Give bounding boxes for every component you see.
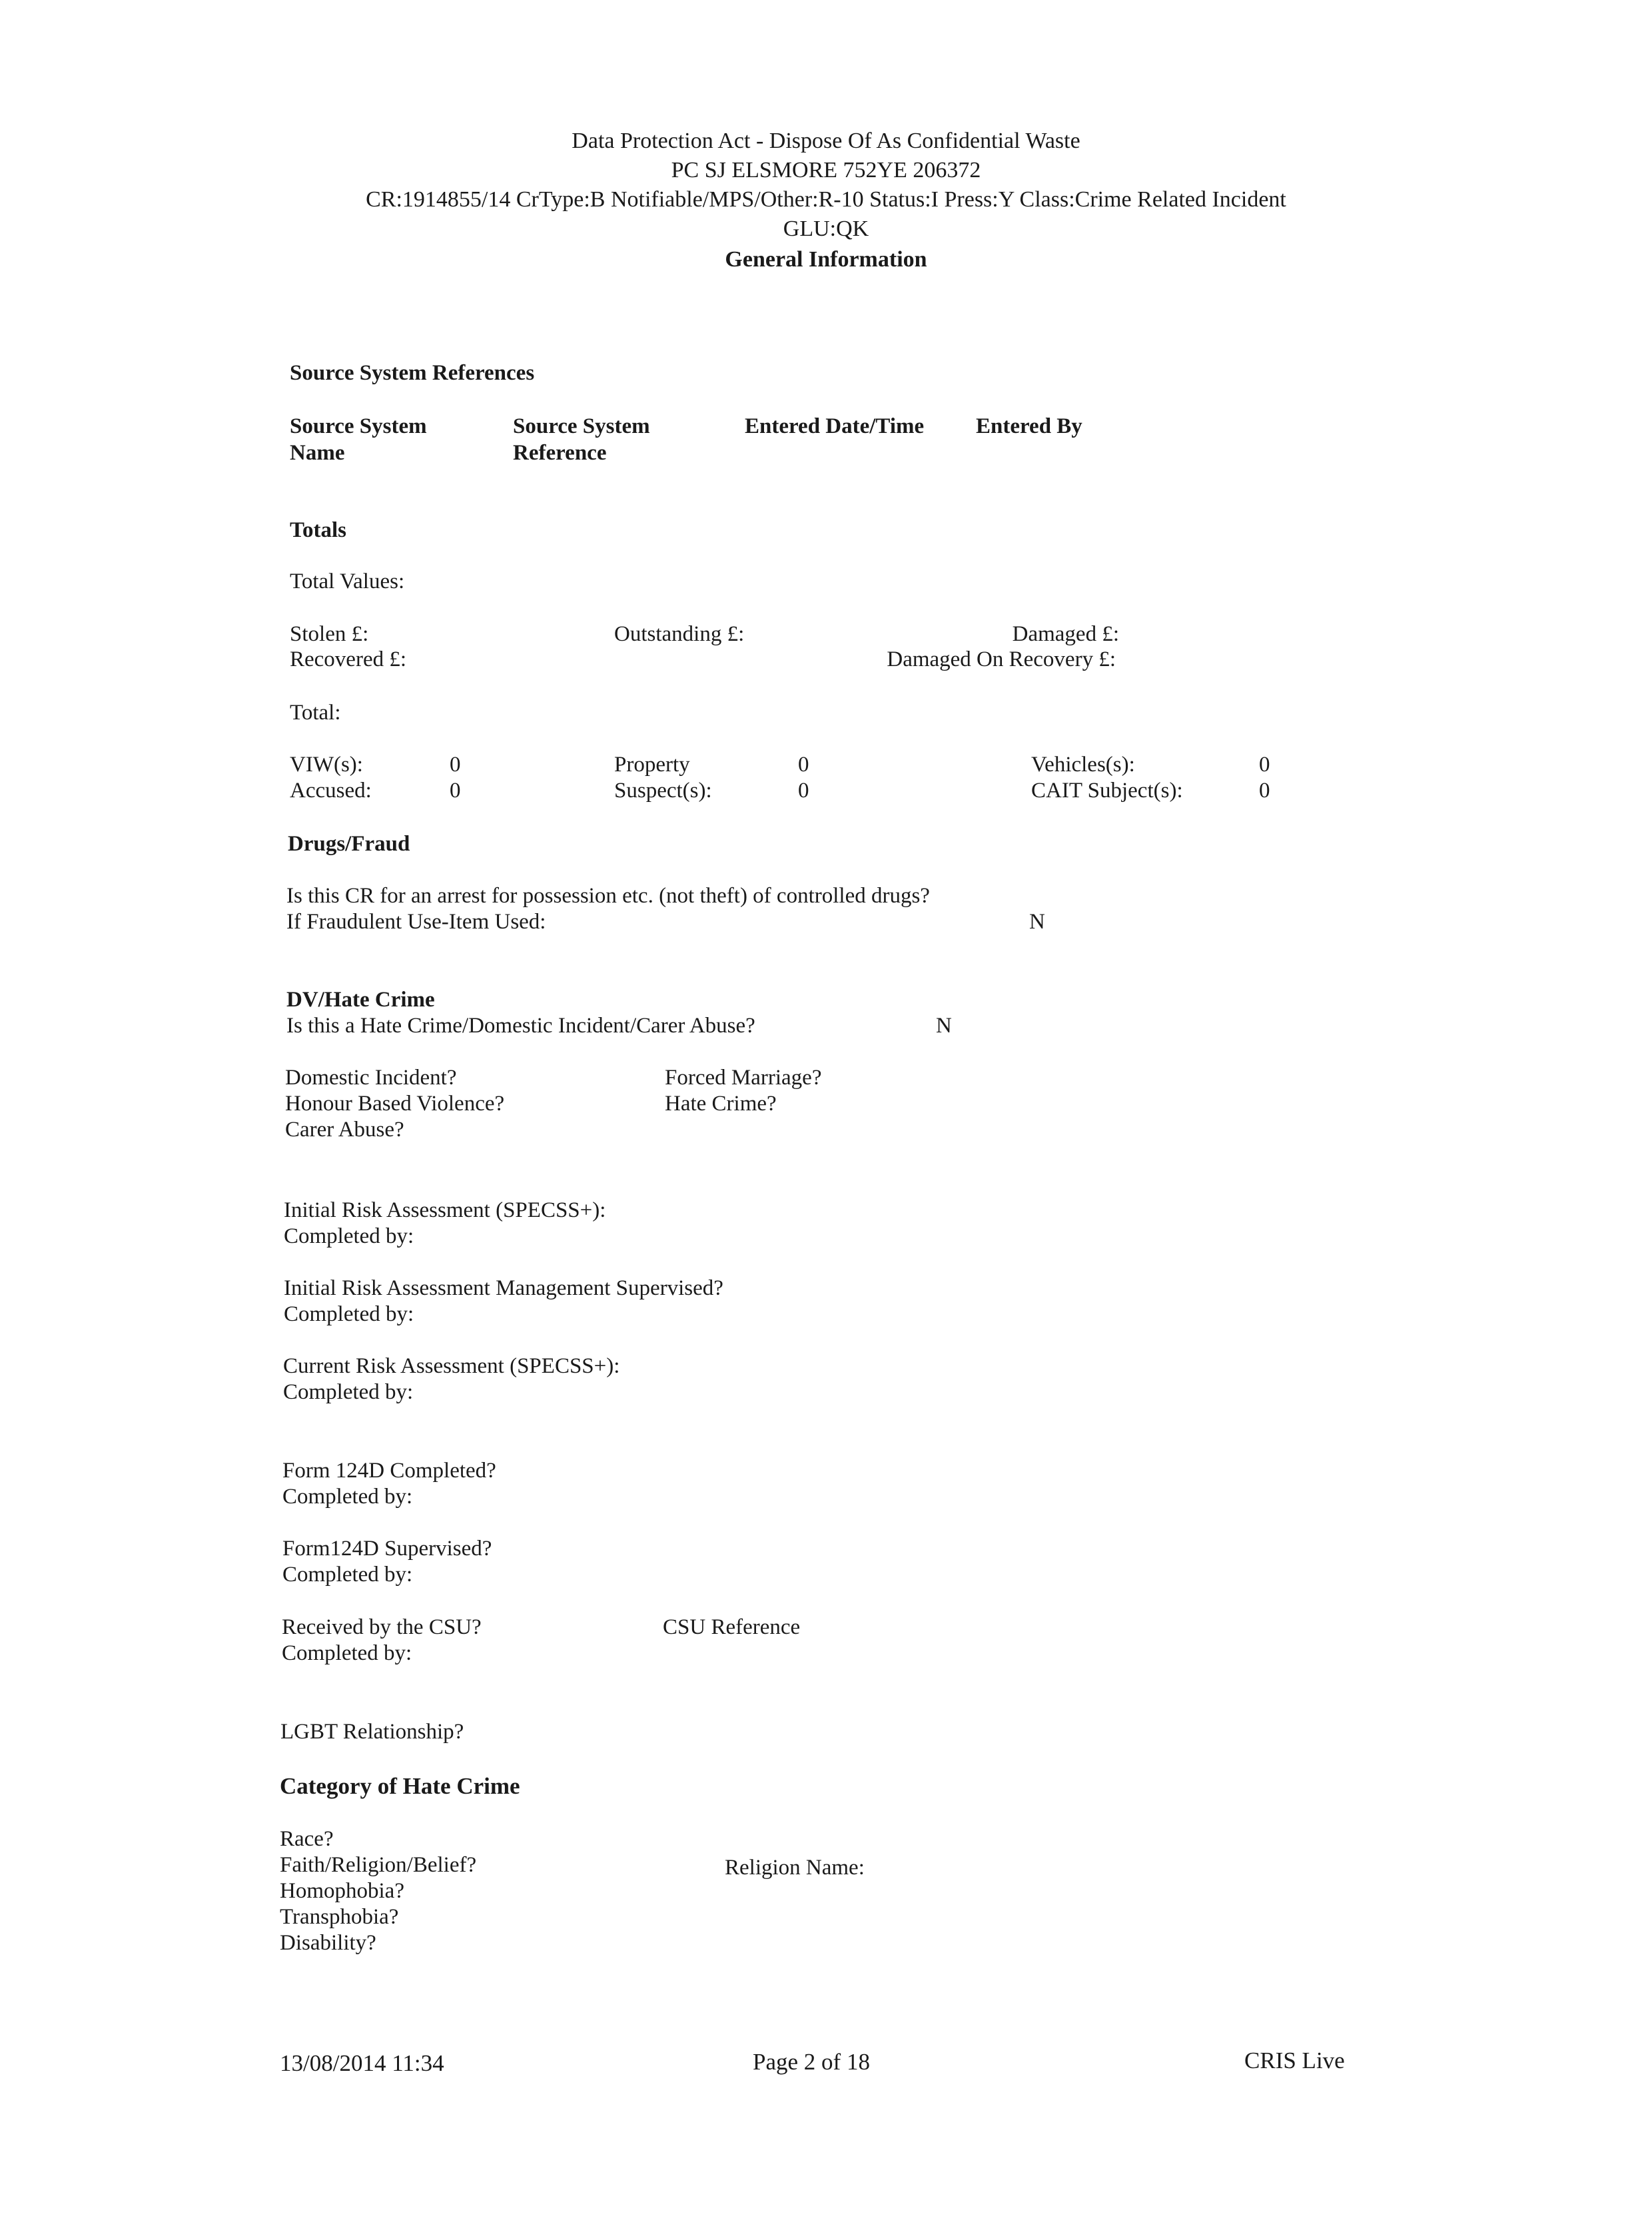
completed-by-label: Completed by: [282, 1641, 412, 1665]
completed-by-label: Completed by: [282, 1563, 413, 1587]
carer-abuse-label: Carer Abuse? [285, 1118, 404, 1142]
stolen-label: Stolen £: [290, 622, 369, 646]
cait-subjects-value: 0 [1259, 779, 1270, 803]
column-source-system-reference: Source System Reference [513, 414, 650, 465]
vehicles-label: Vehicles(s): [1031, 753, 1135, 777]
current-risk-assessment-label: Current Risk Assessment (SPECSS+): [283, 1354, 620, 1378]
officer-line: PC SJ ELSMORE 752YE 206372 [671, 158, 981, 183]
completed-by-label: Completed by: [284, 1302, 414, 1326]
initial-risk-assessment-label: Initial Risk Assessment (SPECSS+): [284, 1198, 606, 1222]
viw-label: VIW(s): [290, 753, 363, 777]
disability-label: Disability? [280, 1931, 376, 1955]
hate-crime-category-heading: Category of Hate Crime [280, 1773, 520, 1799]
completed-by-label: Completed by: [283, 1380, 414, 1404]
total-values-label: Total Values: [290, 569, 405, 593]
forced-marriage-label: Forced Marriage? [665, 1066, 822, 1090]
honour-violence-label: Honour Based Violence? [285, 1092, 505, 1116]
transphobia-label: Transphobia? [280, 1905, 399, 1929]
completed-by-label: Completed by: [282, 1485, 413, 1509]
damaged-on-recovery-label: Damaged On Recovery £: [887, 647, 1116, 671]
religion-name-label: Religion Name: [725, 1856, 865, 1880]
csu-reference-label: CSU Reference [663, 1615, 801, 1639]
drugs-arrest-question: Is this CR for an arrest for possession etc. (not theft) of controlled drugs? [286, 884, 930, 908]
lgbt-relationship-label: LGBT Relationship? [280, 1720, 464, 1744]
print-datetime: 13/08/2014 11:34 [280, 2050, 444, 2076]
page-title: General Information [725, 247, 927, 272]
suspects-label: Suspect(s): [614, 779, 712, 803]
crime-reference-line: CR:1914855/14 CrType:B Notifiable/MPS/Other:R-10 Status:I Press:Y Class:Crime Related Incident [366, 187, 1286, 212]
initial-risk-management-label: Initial Risk Assessment Management Supervised? [284, 1276, 723, 1300]
drugs-fraud-heading: Drugs/Fraud [288, 832, 410, 856]
cait-subjects-label: CAIT Subject(s): [1031, 779, 1183, 803]
source-refs-heading: Source System References [290, 361, 535, 385]
damaged-label: Damaged £: [1012, 622, 1119, 646]
column-source-system-name: Source System Name [290, 414, 427, 465]
accused-label: Accused: [290, 779, 372, 803]
race-label: Race? [280, 1827, 334, 1851]
total-label: Total: [290, 701, 341, 725]
property-label: Property [614, 753, 690, 777]
protection-notice: Data Protection Act - Dispose Of As Confidential Waste [572, 129, 1080, 153]
hate-domestic-question: Is this a Hate Crime/Domestic Incident/Carer Abuse? [286, 1014, 755, 1038]
totals-heading: Totals [290, 518, 346, 542]
viw-value: 0 [450, 753, 461, 777]
form-124d-supervised-label: Form124D Supervised? [282, 1537, 492, 1561]
received-by-csu-label: Received by the CSU? [282, 1615, 482, 1639]
dv-hate-crime-heading: DV/Hate Crime [286, 988, 435, 1012]
column-entered-by: Entered By [976, 414, 1082, 438]
recovered-label: Recovered £: [290, 647, 407, 671]
glu-line: GLU:QK [783, 216, 869, 241]
fraudulent-use-answer: N [1029, 910, 1045, 934]
outstanding-label: Outstanding £: [614, 622, 745, 646]
faith-religion-label: Faith/Religion/Belief? [280, 1853, 477, 1877]
fraudulent-use-question: If Fraudulent Use-Item Used: [286, 910, 546, 934]
hate-domestic-answer: N [936, 1014, 952, 1038]
vehicles-value: 0 [1259, 753, 1270, 777]
hate-crime-label: Hate Crime? [665, 1092, 777, 1116]
page-number: Page 2 of 18 [753, 2049, 870, 2075]
suspects-value: 0 [798, 779, 809, 803]
accused-value: 0 [450, 779, 461, 803]
completed-by-label: Completed by: [284, 1224, 414, 1248]
domestic-incident-label: Domestic Incident? [285, 1066, 457, 1090]
property-value: 0 [798, 753, 809, 777]
homophobia-label: Homophobia? [280, 1879, 404, 1903]
system-name: CRIS Live [1244, 2047, 1345, 2073]
form-124d-completed-label: Form 124D Completed? [282, 1459, 496, 1483]
column-entered-datetime: Entered Date/Time [745, 414, 925, 438]
